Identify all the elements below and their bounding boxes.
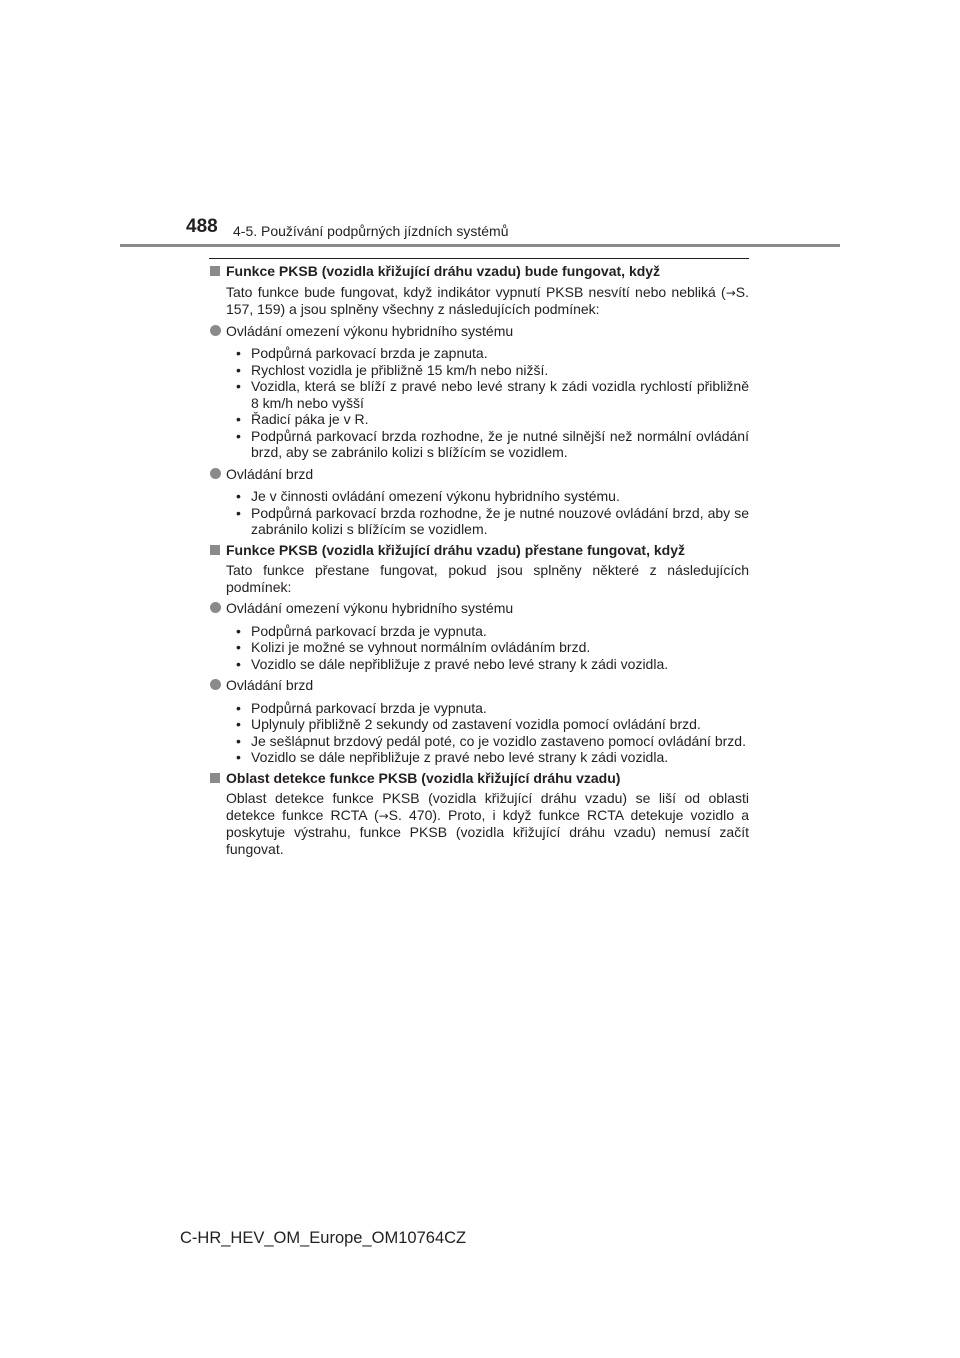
list-item: • Uplynuly přibližně 2 sekundy od zastavení vozidla pomocí ovládání brzd. [236,716,749,733]
list-item: • Je sešlápnut brzdový pedál poté, co je vozidlo zastaveno pomocí ovládání brzd. [236,733,749,750]
section-text: Oblast detekce funkce PKSB (vozidla křižující dráhu vzadu) se liší od oblasti detekce funkce RCTA (→S. 470). Proto, i když funkce RCTA detekuje vozidlo a poskytuje výstrahu, funkce PKSB (vozidla křižující dráhu vzadu) nemusí začít fungovat. [226,790,749,857]
section-heading-detection-area: Oblast detekce funkce PKSB (vozidla křižující dráhu vzadu) [209,770,749,787]
list-item: • Řadicí páka je v R. [236,411,749,428]
subsection-heading: Ovládání brzd [209,466,749,483]
list-item: • Vozidlo se dále nepřibližuje z pravé nebo levé strany k zádi vozidla. [236,656,749,673]
list-item: • Podpůrná parkovací brzda je vypnuta. [236,700,749,717]
list-item: • Kolizi je možné se vyhnout normálním ovládáním brzd. [236,639,749,656]
circle-bullet-icon [210,679,221,690]
circle-bullet-icon [210,468,221,479]
list-item: • Rychlost vozidla je přibližně 15 km/h nebo nižší. [236,362,749,379]
condition-list [209,345,749,461]
list-item: • Je v činnosti ovládání omezení výkonu hybridního systému. [236,488,749,505]
document-code: C-HR_HEV_OM_Europe_OM10764CZ [180,1229,467,1247]
subsection-heading: Ovládání omezení výkonu hybridního systému [209,323,749,340]
header-divider [120,244,840,247]
page-number: 488 [186,216,218,237]
subsection-heading: Ovládání brzd [209,677,749,694]
condition-list [209,700,749,766]
section-text: Tato funkce bude fungovat, když indikátor vypnutí PKSB nesvítí nebo nebliká (→S. 157, 159) a jsou splněny všechny z následujících podmínek: [226,283,749,317]
list-item: • Podpůrná parkovací brzda rozhodne, že je nutné nouzové ovládání brzd, aby se zabránilo kolizi s blížícím se vozidlem. [236,505,749,538]
page-content [209,258,749,857]
list-item: • Podpůrná parkovací brzda rozhodne, že je nutné silnější než normální ovládání brzd, aby se zabránilo kolizi s blížícím se vozidlem. [236,428,749,461]
arrow-right-icon: → [378,808,389,823]
section-heading-pksb-stops: Funkce PKSB (vozidla křižující dráhu vzadu) přestane fungovat, když [209,542,749,559]
chapter-title: 4-5. Používání podpůrných jízdních systémů [233,223,509,239]
square-bullet-icon [210,545,220,555]
section-heading-pksb-operates: Funkce PKSB (vozidla křižující dráhu vzadu) bude fungovat, když [209,263,749,280]
section-text: Tato funkce přestane fungovat, pokud jsou splněny některé z následujících podmínek: [226,562,749,595]
condition-list [209,623,749,673]
list-item: • Podpůrná parkovací brzda je zapnuta. [236,345,749,362]
square-bullet-icon [210,773,220,783]
condition-list [209,488,749,538]
circle-bullet-icon [210,602,221,613]
list-item: • Vozidla, která se blíží z pravé nebo levé strany k zádi vozidla rychlostí přibližně 8 km/h nebo vyšší [236,378,749,411]
subsection-heading: Ovládání omezení výkonu hybridního systému [209,600,749,617]
circle-bullet-icon [210,325,221,336]
arrow-right-icon: → [725,285,736,300]
square-bullet-icon [210,266,220,276]
list-item: • Podpůrná parkovací brzda je vypnuta. [236,623,749,640]
list-item: • Vozidlo se dále nepřibližuje z pravé nebo levé strany k zádi vozidla. [236,749,749,766]
